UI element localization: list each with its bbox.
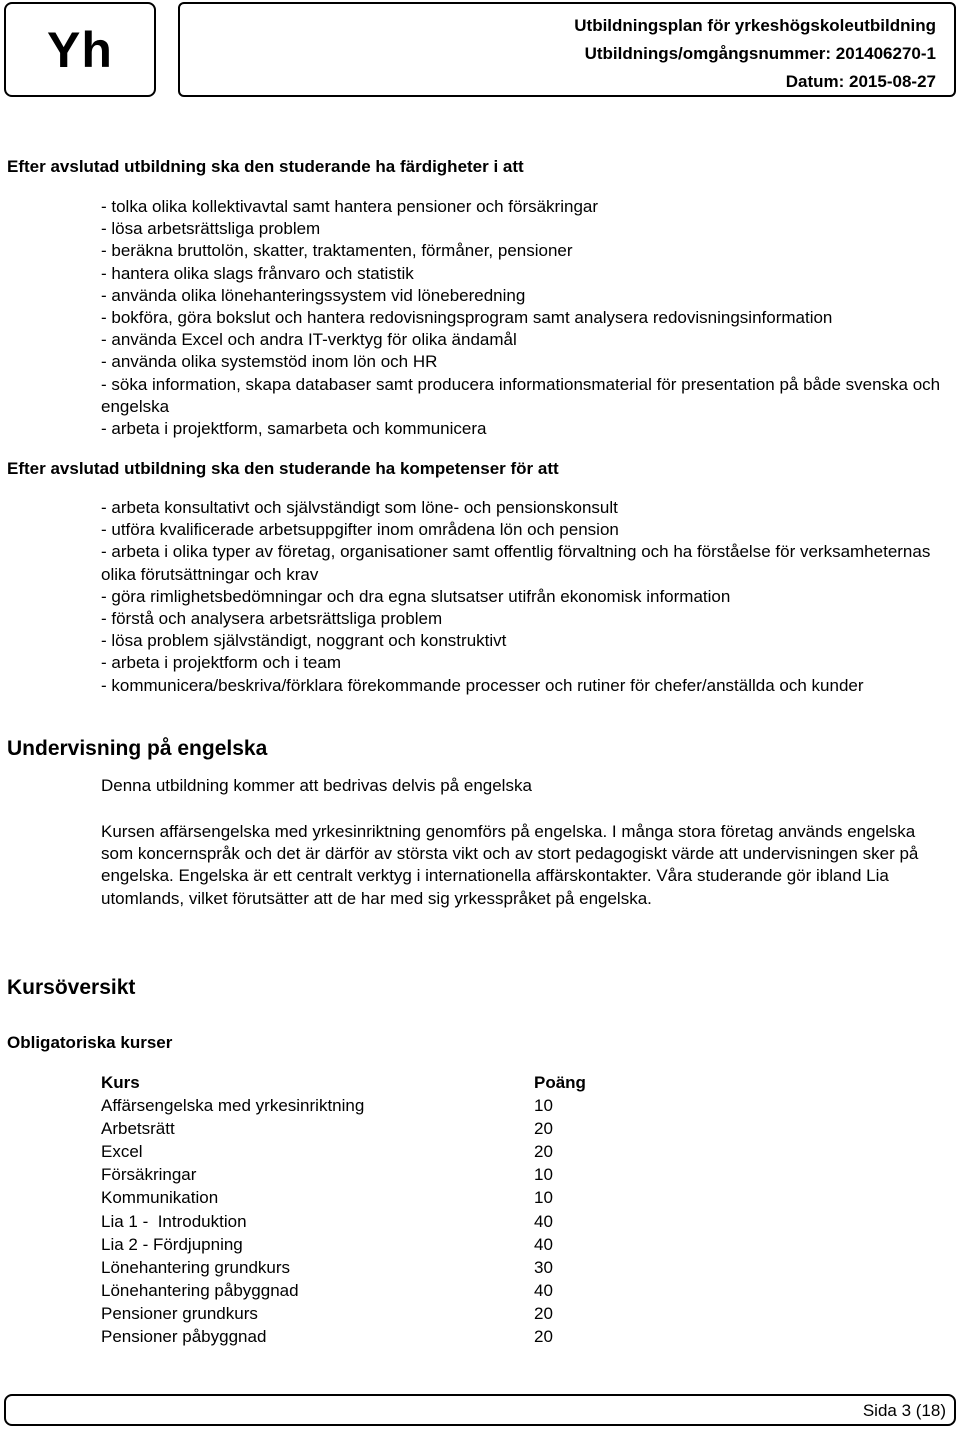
course-points: 40	[534, 1211, 553, 1231]
list-item: - söka information, skapa databaser samt producera informationsmaterial för presentation på både svenska och engelska	[101, 374, 941, 416]
list-item: - bokföra, göra bokslut och hantera redovisningsprogram samt analysera redovisningsinformation	[101, 308, 833, 328]
course-name: Lia 1 - Introduktion	[101, 1211, 247, 1231]
list-item: - förstå och analysera arbetsrättsliga problem	[101, 609, 443, 629]
course-points: 10	[534, 1188, 553, 1208]
list-item: - beräkna bruttolön, skatter, traktamenten, förmåner, pensioner	[101, 241, 573, 261]
competences-heading: Efter avslutad utbildning ska den studerande ha kompetenser för att	[7, 459, 559, 478]
course-name: Arbetsrätt	[101, 1119, 175, 1139]
list-item: - använda olika lönehanteringssystem vid löneberedning	[101, 285, 526, 305]
course-points: 40	[534, 1234, 553, 1254]
list-item: - lösa arbetsrättsliga problem	[101, 219, 321, 239]
table-row	[101, 1256, 614, 1279]
header-date: Datum: 2015-08-27	[785, 72, 936, 91]
table-row	[101, 1094, 614, 1117]
course-points: 20	[534, 1119, 553, 1139]
header-title: Utbildningsplan för yrkeshögskoleutbildning	[574, 16, 936, 35]
course-name: Pensioner påbyggnad	[101, 1327, 267, 1347]
skills-list	[101, 196, 951, 440]
course-name: Försäkringar	[101, 1165, 197, 1185]
table-row	[101, 1186, 614, 1209]
table-row	[101, 1140, 614, 1163]
list-item: - använda olika systemstöd inom lön och HR	[101, 352, 438, 372]
course-name: Affärsengelska med yrkesinriktning	[101, 1096, 365, 1116]
course-points: 20	[534, 1303, 553, 1323]
english-paragraph-1: Denna utbildning kommer att bedrivas delvis på engelska	[101, 776, 532, 795]
course-points: 30	[534, 1257, 553, 1277]
logo-text: Yh	[47, 21, 113, 78]
list-item: - arbeta i projektform och i team	[101, 653, 341, 673]
column-header-course: Kurs	[101, 1073, 140, 1092]
course-points: 40	[534, 1280, 553, 1300]
course-points: 20	[534, 1327, 553, 1347]
logo-box	[4, 2, 156, 97]
list-item: - kommunicera/beskriva/förklara förekommande processer och rutiner för chefer/anställda och kunder	[101, 675, 864, 695]
list-item: - utföra kvalificerade arbetsuppgifter inom områdena lön och pension	[101, 520, 619, 540]
document-header	[178, 2, 956, 97]
english-heading: Undervisning på engelska	[7, 737, 268, 760]
table-row	[101, 1163, 614, 1186]
list-item: - arbeta i olika typer av företag, organisationer samt offentlig förvaltning och ha förståelse för verksamheternas olika förutsättningar och krav	[101, 542, 931, 584]
table-row	[101, 1233, 614, 1256]
course-name: Lönehantering grundkurs	[101, 1257, 291, 1277]
course-points: 10	[534, 1165, 553, 1185]
skills-heading: Efter avslutad utbildning ska den studerande ha färdigheter i att	[7, 157, 524, 176]
column-header-points: Poäng	[534, 1073, 586, 1092]
table-row	[101, 1302, 614, 1325]
mandatory-courses-heading: Obligatoriska kurser	[7, 1033, 173, 1052]
table-row	[101, 1325, 614, 1348]
page-number: Sida 3 (18)	[862, 1401, 946, 1420]
competences-list	[101, 497, 951, 697]
course-table	[101, 1071, 614, 1348]
page-footer	[4, 1394, 956, 1426]
course-points: 10	[534, 1096, 553, 1116]
header-program-number: Utbildnings/omgångsnummer: 201406270-1	[584, 44, 936, 63]
list-item: - tolka olika kollektivavtal samt hantera pensioner och försäkringar	[101, 197, 599, 216]
course-table-header	[101, 1071, 614, 1094]
list-item: - lösa problem självständigt, noggrant och konstruktivt	[101, 631, 507, 651]
list-item: - arbeta konsultativt och självständigt som löne- och pensionskonsult	[101, 498, 618, 517]
table-row	[101, 1279, 614, 1302]
english-paragraph-2: Kursen affärsengelska med yrkesinriktning genomförs på engelska. I många stora företag används engelska som koncernspråk och det är därför av största vikt och av stort pedagogiskt värde att undervisningen sker på engelska. Engelska är ett centralt verktyg i internationella affärskontakter. Våra studerande gör ibland Lia utomlands, vilket förutsätter att de har med sig yrkesspråket på engelska.	[101, 822, 919, 908]
course-name: Excel	[101, 1142, 143, 1162]
overview-heading: Kursöversikt	[7, 976, 136, 999]
course-name: Lönehantering påbyggnad	[101, 1280, 299, 1300]
list-item: - arbeta i projektform, samarbeta och kommunicera	[101, 419, 487, 439]
list-item: - göra rimlighetsbedömningar och dra egna slutsatser utifrån ekonomisk information	[101, 586, 731, 606]
list-item: - använda Excel och andra IT-verktyg för olika ändamål	[101, 330, 517, 350]
table-row	[101, 1210, 614, 1233]
table-row	[101, 1117, 614, 1140]
course-points: 20	[534, 1142, 553, 1162]
course-name: Lia 2 - Fördjupning	[101, 1234, 243, 1254]
course-name: Pensioner grundkurs	[101, 1303, 258, 1323]
course-name: Kommunikation	[101, 1188, 219, 1208]
list-item: - hantera olika slags frånvaro och statistik	[101, 263, 414, 283]
